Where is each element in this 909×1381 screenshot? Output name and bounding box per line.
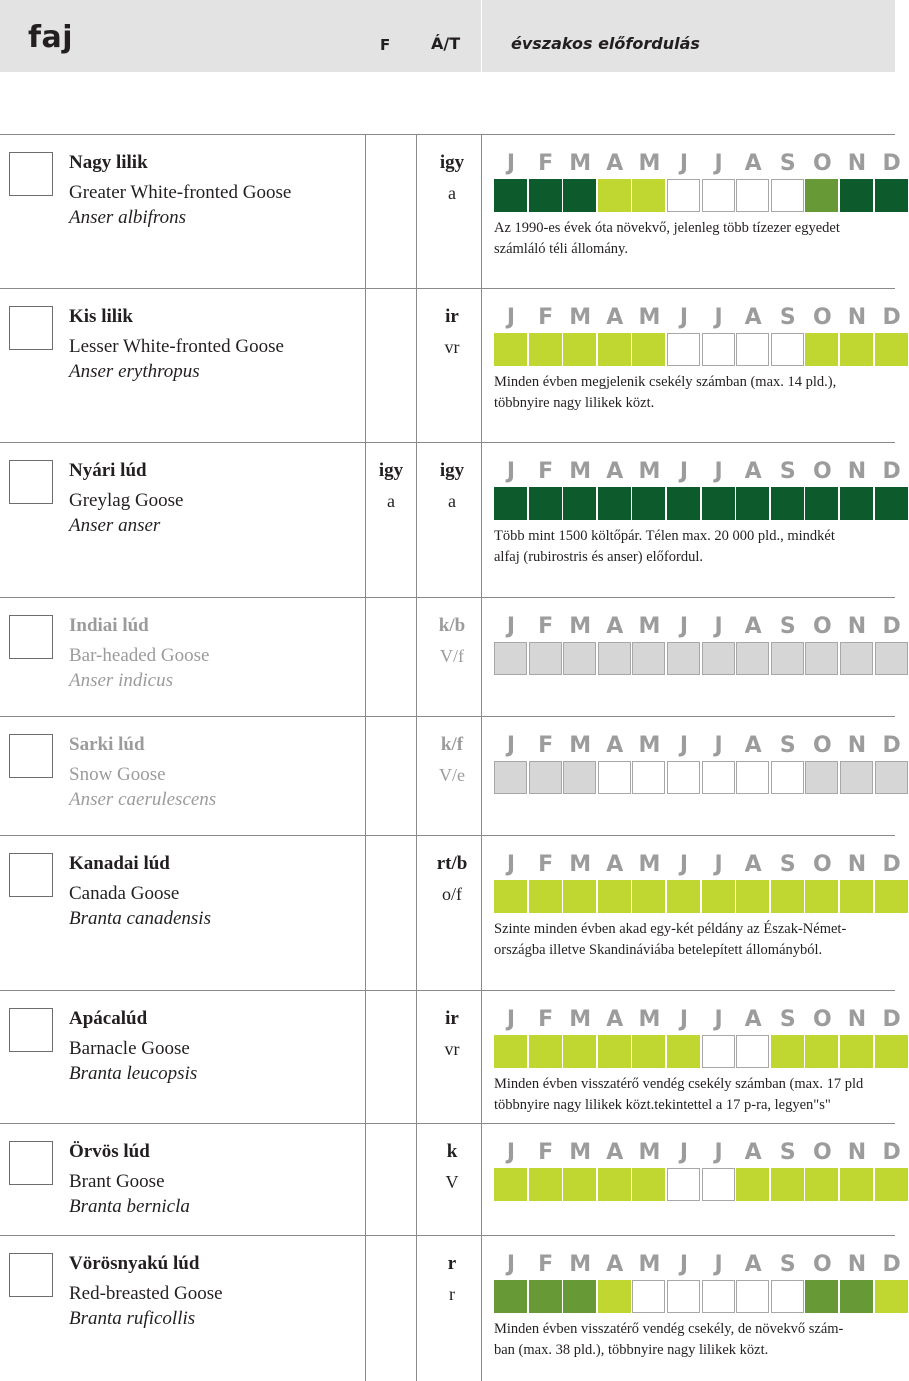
month-label: M	[638, 733, 661, 758]
month-label: A	[744, 1252, 762, 1277]
month-occurrence-cell	[805, 179, 838, 212]
month-occurrence-cell	[632, 880, 665, 913]
species-latin-name: Branta canadensis	[69, 908, 211, 929]
month-occurrence-cell	[840, 487, 873, 520]
month-occurrence-cell	[632, 333, 665, 366]
month-occurrence-cell	[840, 1280, 873, 1313]
month-label: A	[606, 459, 624, 484]
month-occurrence-cell	[598, 179, 631, 212]
month-label: F	[538, 614, 554, 639]
month-occurrence-cell	[702, 880, 735, 913]
month-occurrence-cell	[494, 1168, 527, 1201]
table-header	[0, 0, 895, 72]
species-english-name: Greater White-fronted Goose	[69, 182, 292, 203]
species-row	[0, 990, 901, 1123]
month-label: O	[813, 459, 832, 484]
species-checkbox[interactable]	[9, 615, 53, 659]
month-label: F	[538, 151, 554, 176]
species-row	[0, 1123, 901, 1235]
passage-status-code: ir	[445, 1008, 459, 1029]
species-note-line: Minden évben megjelenik csekély számban (max. 14 pld.),	[494, 374, 837, 390]
month-occurrence-cell	[632, 1035, 665, 1068]
month-label: M	[638, 305, 661, 330]
species-english-name: Canada Goose	[69, 883, 180, 904]
month-label: M	[638, 1007, 661, 1032]
month-label: A	[606, 1007, 624, 1032]
month-occurrence-cell	[563, 1035, 596, 1068]
breeding-abundance-code: a	[387, 491, 395, 511]
month-occurrence-cell	[771, 642, 804, 675]
passage-status-code: k/f	[440, 734, 464, 755]
month-occurrence-cell	[736, 333, 769, 366]
month-label: M	[569, 1007, 592, 1032]
month-occurrence-cell	[805, 487, 838, 520]
month-occurrence-cell	[632, 761, 665, 794]
month-label: D	[882, 614, 901, 639]
month-occurrence-cell	[667, 761, 700, 794]
header-species-label: faj	[28, 20, 74, 55]
month-label: J	[714, 1007, 723, 1032]
month-label: N	[847, 1007, 867, 1032]
month-label: J	[714, 614, 723, 639]
month-occurrence-cell	[840, 880, 873, 913]
month-label: S	[779, 614, 796, 639]
species-row	[0, 1235, 901, 1381]
passage-status-code: igy	[439, 152, 465, 173]
month-label: A	[744, 151, 762, 176]
month-occurrence-cell	[771, 880, 804, 913]
month-occurrence-cell	[667, 1035, 700, 1068]
month-occurrence-cell	[805, 880, 838, 913]
month-label: N	[847, 305, 867, 330]
month-occurrence-cell	[875, 487, 908, 520]
species-note-line: ban (max. 38 pld.), többnyire nagy lilikek közt.	[494, 1342, 769, 1358]
species-checkbox[interactable]	[9, 853, 53, 897]
month-label: O	[813, 1007, 832, 1032]
month-label: J	[506, 305, 516, 330]
month-label: J	[679, 852, 689, 877]
month-label: M	[638, 852, 661, 877]
month-label: J	[506, 459, 516, 484]
month-occurrence-cell	[667, 642, 700, 675]
month-occurrence-cell	[771, 179, 804, 212]
species-note-line: alfaj (rubirostris és anser) előfordul.	[494, 549, 703, 565]
month-occurrence-cell	[840, 333, 873, 366]
species-note-line: Szinte minden évben akad egy-két példány az Észak-Német-	[494, 921, 847, 937]
month-label: J	[679, 1007, 689, 1032]
species-checkbox[interactable]	[9, 306, 53, 350]
month-occurrence-cell	[736, 179, 769, 212]
passage-abundance-code: o/f	[442, 884, 462, 904]
month-label: N	[847, 459, 867, 484]
month-occurrence-cell	[563, 179, 596, 212]
month-occurrence-cell	[529, 1280, 562, 1313]
species-hungarian-name: Nyári lúd	[69, 460, 147, 481]
month-occurrence-cell	[598, 1035, 631, 1068]
month-occurrence-cell	[702, 179, 735, 212]
month-label: D	[882, 305, 901, 330]
month-occurrence-cell	[598, 761, 631, 794]
month-label: O	[813, 733, 832, 758]
month-label: S	[779, 1140, 796, 1165]
month-occurrence-cell	[563, 333, 596, 366]
month-occurrence-cell	[875, 179, 908, 212]
passage-status-code: r	[447, 1253, 457, 1274]
species-note-line: többnyire nagy lilikek közt.tekintettel a 17 p-ra, legyen"s"	[494, 1097, 831, 1113]
passage-abundance-code: V	[445, 1172, 459, 1192]
species-english-name: Lesser White-fronted Goose	[69, 336, 284, 357]
month-occurrence-cell	[529, 642, 562, 675]
month-label: D	[882, 1140, 901, 1165]
month-occurrence-cell	[494, 642, 527, 675]
month-occurrence-cell	[702, 1280, 735, 1313]
month-occurrence-cell	[563, 642, 596, 675]
month-occurrence-cell	[736, 1035, 769, 1068]
month-occurrence-cell	[632, 1280, 665, 1313]
passage-abundance-code: r	[449, 1284, 455, 1304]
month-occurrence-cell	[805, 761, 838, 794]
month-label: F	[538, 459, 554, 484]
month-label: A	[606, 1252, 624, 1277]
passage-status-code: igy	[439, 460, 465, 481]
species-hungarian-name: Nagy lilik	[69, 152, 148, 173]
passage-abundance-code: V/f	[440, 646, 464, 666]
month-occurrence-cell	[736, 1280, 769, 1313]
month-occurrence-cell	[736, 487, 769, 520]
month-occurrence-cell	[598, 642, 631, 675]
month-label: J	[714, 305, 723, 330]
month-occurrence-cell	[632, 1168, 665, 1201]
month-label: M	[569, 305, 592, 330]
species-row	[0, 716, 901, 835]
month-label: O	[813, 614, 832, 639]
month-occurrence-cell	[702, 642, 735, 675]
species-checkbox[interactable]	[9, 1008, 53, 1052]
species-latin-name: Branta bernicla	[69, 1196, 190, 1217]
species-row	[0, 134, 901, 288]
species-note-line: Az 1990-es évek óta növekvő, jelenleg több tízezer egyedet	[494, 220, 840, 236]
month-occurrence-cell	[529, 179, 562, 212]
passage-status-code: rt/b	[436, 853, 468, 874]
month-label: A	[606, 151, 624, 176]
month-occurrence-cell	[771, 1168, 804, 1201]
species-row	[0, 442, 901, 597]
month-occurrence-cell	[598, 333, 631, 366]
month-occurrence-cell	[875, 642, 908, 675]
passage-abundance-code: vr	[444, 337, 460, 357]
month-label: O	[813, 1252, 832, 1277]
month-occurrence-cell	[529, 1035, 562, 1068]
month-label: M	[569, 1252, 592, 1277]
month-occurrence-cell	[598, 1280, 631, 1313]
month-label: J	[679, 1140, 689, 1165]
month-occurrence-cell	[736, 642, 769, 675]
month-occurrence-cell	[494, 761, 527, 794]
month-label: N	[847, 151, 867, 176]
species-hungarian-name: Apácalúd	[69, 1008, 148, 1029]
month-label: A	[744, 305, 762, 330]
month-occurrence-cell	[736, 880, 769, 913]
month-label: S	[779, 1007, 796, 1032]
month-label: A	[606, 852, 624, 877]
month-label: J	[714, 852, 723, 877]
month-label: J	[714, 459, 723, 484]
month-occurrence-cell	[771, 333, 804, 366]
month-occurrence-cell	[702, 1168, 735, 1201]
month-occurrence-cell	[632, 179, 665, 212]
month-label: N	[847, 852, 867, 877]
month-occurrence-cell	[875, 1168, 908, 1201]
month-label: J	[506, 1252, 516, 1277]
month-label: J	[679, 151, 689, 176]
month-occurrence-cell	[563, 761, 596, 794]
month-occurrence-cell	[840, 179, 873, 212]
species-english-name: Brant Goose	[69, 1171, 165, 1192]
species-english-name: Red-breasted Goose	[69, 1283, 223, 1304]
species-latin-name: Branta ruficollis	[69, 1308, 196, 1329]
month-label: M	[569, 852, 592, 877]
month-label: D	[882, 459, 901, 484]
species-note-line: országba illetve Skandináviába betelepített állományból.	[494, 942, 823, 958]
header-at-label: Á/T	[431, 34, 461, 53]
month-label: M	[638, 151, 661, 176]
species-checkbox[interactable]	[9, 734, 53, 778]
month-occurrence-cell	[667, 1168, 700, 1201]
month-occurrence-cell	[598, 1168, 631, 1201]
month-label: J	[714, 1140, 723, 1165]
month-label: J	[506, 1140, 516, 1165]
month-label: J	[714, 733, 723, 758]
month-label: O	[813, 305, 832, 330]
species-latin-name: Anser caerulescens	[69, 789, 217, 810]
species-hungarian-name: Örvös lúd	[69, 1141, 150, 1162]
species-note-line: többnyire nagy lilikek közt.	[494, 395, 655, 411]
month-label: M	[638, 459, 661, 484]
species-english-name: Barnacle Goose	[69, 1038, 190, 1059]
month-occurrence-cell	[805, 1280, 838, 1313]
month-occurrence-cell	[667, 333, 700, 366]
month-occurrence-cell	[494, 179, 527, 212]
passage-status-code: k	[446, 1141, 458, 1162]
month-label: N	[847, 733, 867, 758]
month-occurrence-cell	[875, 1035, 908, 1068]
month-label: J	[506, 614, 516, 639]
month-occurrence-cell	[494, 880, 527, 913]
month-occurrence-cell	[805, 1035, 838, 1068]
month-occurrence-cell	[667, 179, 700, 212]
month-label: J	[506, 151, 516, 176]
month-label: S	[779, 305, 796, 330]
species-latin-name: Anser erythropus	[69, 361, 200, 382]
month-occurrence-cell	[840, 642, 873, 675]
month-label: O	[813, 852, 832, 877]
month-label: J	[679, 1252, 689, 1277]
month-label: S	[779, 733, 796, 758]
month-occurrence-cell	[771, 1035, 804, 1068]
month-label: M	[569, 459, 592, 484]
species-hungarian-name: Kis lilik	[69, 306, 133, 327]
month-label: M	[638, 1252, 661, 1277]
month-label: J	[506, 1007, 516, 1032]
month-occurrence-cell	[494, 333, 527, 366]
species-hungarian-name: Sarki lúd	[69, 734, 145, 755]
passage-abundance-code: V/e	[439, 765, 465, 785]
month-label: D	[882, 1252, 901, 1277]
month-occurrence-cell	[840, 761, 873, 794]
month-label: D	[882, 1007, 901, 1032]
species-hungarian-name: Vörösnyakú lúd	[69, 1253, 200, 1274]
month-label: S	[779, 151, 796, 176]
species-checkbox[interactable]	[9, 1253, 53, 1297]
header-divider	[481, 0, 482, 72]
species-checkbox[interactable]	[9, 1141, 53, 1185]
month-label: F	[538, 1252, 554, 1277]
species-hungarian-name: Indiai lúd	[69, 615, 149, 636]
month-occurrence-cell	[667, 880, 700, 913]
month-label: J	[679, 733, 689, 758]
month-occurrence-cell	[875, 880, 908, 913]
month-occurrence-cell	[736, 1168, 769, 1201]
header-season-label: évszakos előfordulás	[511, 34, 700, 53]
month-occurrence-cell	[632, 487, 665, 520]
month-occurrence-cell	[529, 880, 562, 913]
month-occurrence-cell	[529, 487, 562, 520]
passage-status-code: ir	[445, 306, 459, 327]
month-label: M	[569, 1140, 592, 1165]
month-label: A	[606, 305, 624, 330]
species-english-name: Bar-headed Goose	[69, 645, 210, 666]
month-occurrence-cell	[875, 333, 908, 366]
month-occurrence-cell	[667, 487, 700, 520]
month-occurrence-cell	[494, 1035, 527, 1068]
month-occurrence-cell	[563, 1168, 596, 1201]
species-note-line: Több mint 1500 költőpár. Télen max. 20 000 pld., mindkét	[494, 528, 835, 544]
month-occurrence-cell	[771, 1280, 804, 1313]
breeding-status-code: igy	[378, 460, 404, 481]
month-occurrence-cell	[702, 1035, 735, 1068]
month-label: F	[538, 1007, 554, 1032]
month-label: O	[813, 151, 832, 176]
month-label: J	[506, 852, 516, 877]
month-label: M	[569, 733, 592, 758]
month-label: A	[606, 733, 624, 758]
month-label: D	[882, 733, 901, 758]
month-label: A	[744, 459, 762, 484]
month-label: S	[779, 459, 796, 484]
month-occurrence-cell	[494, 1280, 527, 1313]
species-latin-name: Branta leucopsis	[69, 1063, 198, 1084]
month-label: A	[744, 733, 762, 758]
month-label: D	[882, 151, 901, 176]
month-label: J	[714, 151, 723, 176]
month-label: N	[847, 614, 867, 639]
month-label: M	[638, 614, 661, 639]
month-label: J	[679, 459, 689, 484]
month-label: S	[779, 852, 796, 877]
month-label: F	[538, 852, 554, 877]
month-occurrence-cell	[529, 1168, 562, 1201]
month-label: F	[538, 305, 554, 330]
month-occurrence-cell	[598, 880, 631, 913]
species-checkbox[interactable]	[9, 460, 53, 504]
month-occurrence-cell	[771, 487, 804, 520]
month-occurrence-cell	[563, 880, 596, 913]
month-label: A	[744, 852, 762, 877]
month-label: D	[882, 852, 901, 877]
passage-abundance-code: a	[448, 491, 456, 511]
month-occurrence-cell	[563, 1280, 596, 1313]
month-label: S	[779, 1252, 796, 1277]
month-label: N	[847, 1252, 867, 1277]
species-checkbox[interactable]	[9, 152, 53, 196]
month-label: F	[538, 1140, 554, 1165]
passage-abundance-code: a	[448, 183, 456, 203]
header-f-label: F	[380, 36, 391, 54]
species-note-line: számláló téli állomány.	[494, 241, 628, 257]
month-occurrence-cell	[736, 761, 769, 794]
month-occurrence-cell	[598, 487, 631, 520]
passage-status-code: k/b	[438, 615, 466, 636]
month-label: J	[506, 733, 516, 758]
month-occurrence-cell	[529, 333, 562, 366]
month-label: A	[744, 1140, 762, 1165]
species-english-name: Snow Goose	[69, 764, 166, 785]
month-label: M	[638, 1140, 661, 1165]
month-occurrence-cell	[840, 1168, 873, 1201]
month-occurrence-cell	[632, 642, 665, 675]
month-occurrence-cell	[667, 1280, 700, 1313]
month-occurrence-cell	[702, 333, 735, 366]
species-hungarian-name: Kanadai lúd	[69, 853, 170, 874]
species-note-line: Minden évben visszatérő vendég csekély számban (max. 17 pld	[494, 1076, 864, 1092]
month-occurrence-cell	[805, 1168, 838, 1201]
month-occurrence-cell	[771, 761, 804, 794]
month-label: O	[813, 1140, 832, 1165]
month-occurrence-cell	[840, 1035, 873, 1068]
month-occurrence-cell	[805, 642, 838, 675]
month-occurrence-cell	[875, 1280, 908, 1313]
month-label: F	[538, 733, 554, 758]
species-latin-name: Anser indicus	[69, 670, 173, 691]
species-latin-name: Anser albifrons	[69, 207, 186, 228]
species-latin-name: Anser anser	[69, 515, 161, 536]
month-occurrence-cell	[529, 761, 562, 794]
month-occurrence-cell	[805, 333, 838, 366]
species-note-line: Minden évben visszatérő vendég csekély, de növekvő szám-	[494, 1321, 844, 1337]
month-label: M	[569, 151, 592, 176]
species-row	[0, 597, 901, 716]
month-label: A	[606, 614, 624, 639]
month-label: N	[847, 1140, 867, 1165]
month-occurrence-cell	[702, 761, 735, 794]
month-label: J	[679, 614, 689, 639]
species-row	[0, 288, 901, 442]
month-label: A	[744, 614, 762, 639]
month-label: M	[569, 614, 592, 639]
month-occurrence-cell	[494, 487, 527, 520]
passage-abundance-code: vr	[444, 1039, 460, 1059]
month-label: A	[744, 1007, 762, 1032]
month-occurrence-cell	[875, 761, 908, 794]
month-occurrence-cell	[563, 487, 596, 520]
species-row	[0, 835, 901, 990]
month-occurrence-cell	[702, 487, 735, 520]
species-english-name: Greylag Goose	[69, 490, 184, 511]
month-label: J	[679, 305, 689, 330]
month-label: A	[606, 1140, 624, 1165]
month-label: J	[714, 1252, 723, 1277]
